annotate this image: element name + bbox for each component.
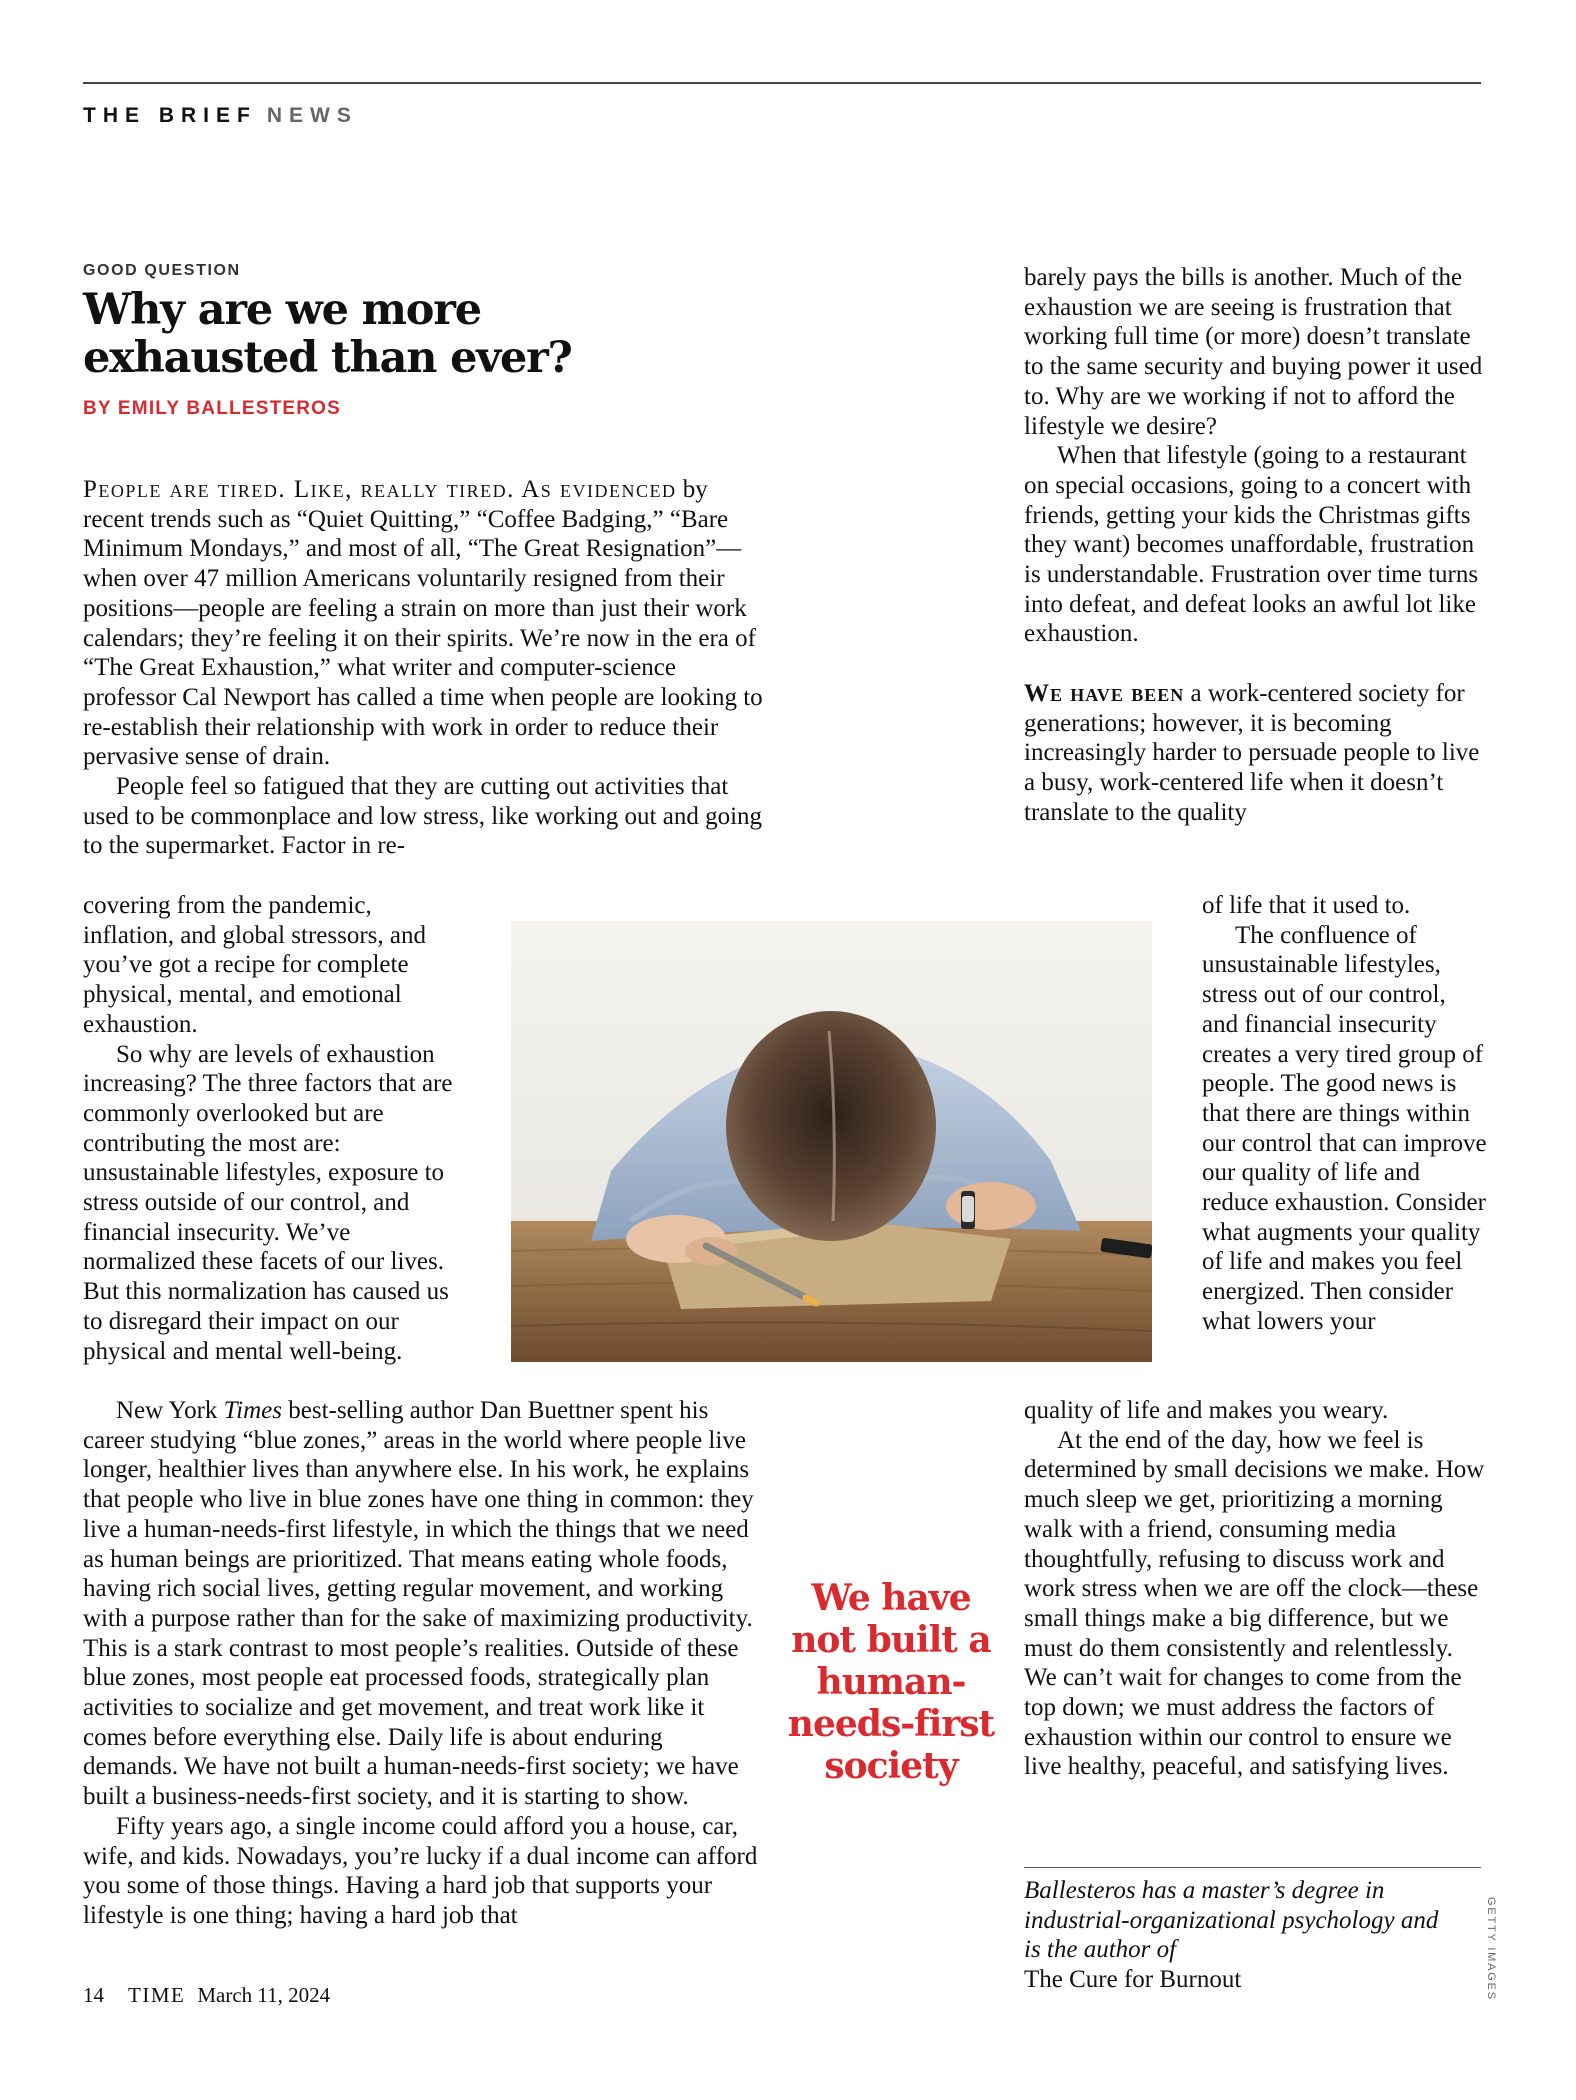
newspaper-title: Times (223, 1397, 283, 1424)
paragraph-2a: People feel so fatigued that they are cutting out activities that used to be commonplace and low stress, like working out and going to the supermarket. Factor in re- (83, 773, 763, 860)
top-rule (83, 82, 1481, 84)
article-column-left-bottom (83, 1396, 763, 1931)
magazine-name: TIME (128, 1983, 186, 2007)
article-column-left-top (83, 475, 763, 861)
bio-rule (1024, 1867, 1481, 1868)
article-column-right-bottom (1024, 1396, 1487, 1782)
book-title: The Cure for Burnout (1024, 1966, 1242, 1994)
photo-credit: GETTY IMAGES (1485, 1897, 1497, 2001)
page-footer (83, 1983, 330, 2008)
paragraph-3: So why are levels of exhaustion increasing? The three factors that are commonly overlooked but are contributing the most are: unsustainable lifestyles, exposure to stress outside of our control, and financial insecurity. We’ve normalized these facets of our lives. But this normalization has caused us to disregard their impact on our physical and mental well-being. (83, 1040, 453, 1365)
issue-date: March 11, 2024 (197, 1983, 331, 2007)
p4-post: best-selling author Dan Buettner spent his career studying “blue zones,” areas in the world where people live longer, healthier lives than anywhere else. In his work, he explains that people who live in blue zones have one thing in common: they live a human-needs-first lifestyle, in which the things that we need as human beings are prioritized. That means eating whole foods, having rich social lives, getting regular movement, and working with a purpose rather than for the sake of maximizing productivity. This is a stark contrast to most people’s realities. Outside of these blue zones, most people eat processed foods, strategically plan activities to socialize and get movement, and treat work like it comes before everything else. Daily life is about enduring demands. We have not built a human-needs-first society; we have built a business-needs-first society, and it is starting to show. (83, 1397, 754, 1811)
section-header (83, 104, 358, 128)
page-number: 14 (83, 1983, 104, 2007)
headline-line-2: exhausted than ever? (83, 333, 572, 383)
paragraph-1 (83, 475, 763, 772)
section-lead-in: We have been (1024, 679, 1185, 707)
paragraph-r2: When that lifestyle (going to a restaurant on special occasions, going to a concert with friends, getting your kids the Christmas gifts they want) becomes unaffordable, frustration is understandable. Frustration over time turns into defeat, and defeat looks an awful lot like exhaustion. (1024, 442, 1479, 648)
paragraph-4 (83, 1396, 763, 1812)
kicker: GOOD QUESTION (83, 262, 241, 279)
paragraph-r4a: The confluence of unsustainable lifestyles, stress out of our control, and financial insecurity creates a very tired group of people. The good news is that there are things within our control that can improve our quality of life and reduce exhaustion. Consider what augments your quality of life and makes you feel energized. Then consider what lowers your (1202, 921, 1487, 1335)
paragraph-r4b: quality of life and makes you weary. (1024, 1397, 1389, 1424)
paragraph-r3 (1024, 679, 1487, 828)
paragraph-1-text: by recent trends such as “Quiet Quitting,” “Coffee Badging,” “Bare Minimum Mondays,” and most of all, “The Great Resignation”—when over 47 million Americans voluntarily resigned from their positions—people are feeling a strain on more than just their work calendars; they’re feeling it on their spirits. We’re now in the era of “The Great Exhaustion,” what writer and computer-science professor Cal Newport has called a time when people are looking to re-establish their relationship with work in order to reduce their pervasive sense of drain. (83, 476, 763, 771)
paragraph-2b: covering from the pandemic, inflation, and global stressors, and you’ve got a recipe for complete physical, mental, and emotional exhaustion. (83, 892, 426, 1038)
article-column-right-top (1024, 263, 1487, 827)
author-bio (1024, 1876, 1444, 1995)
headline (83, 286, 643, 382)
paragraph-r5: At the end of the day, how we feel is determined by small decisions we make. How much sleep we get, prioritizing a morning walk with a friend, consuming media thoughtfully, refusing to discuss work and work stress when we are off the clock—these small things make a big difference, but we must do them consistently and relentlessly. We can’t wait for changes to come from the top down; we must address the factors of exhaustion within our control to ensure we live healthy, peaceful, and satisfying lives. (1024, 1426, 1485, 1781)
bio-text: Ballesteros has a master’s degree in industrial-organizational psychology and is the author of (1024, 1877, 1439, 1964)
tired-person-illustration (511, 921, 1152, 1362)
paragraph-r3-text: a work-centered society for generations; however, it is becoming increasingly harder to persuade people to live a busy, work-centered life when it doesn’t translate to the quality (1024, 679, 1480, 826)
paragraph-5: Fifty years ago, a single income could afford you a house, car, wife, and kids. Nowadays, you’re lucky if a dual income can afford you some of those things. Having a hard job that supports your lifestyle is one thing; having a hard job that (83, 1812, 758, 1929)
headline-line-1: Why are we more (83, 285, 481, 335)
article-photo (511, 921, 1152, 1362)
lead-in: People are tired. Like, really tired. As evidenced (83, 476, 677, 503)
byline: BY EMILY BALLESTEROS (83, 398, 342, 419)
paragraph-r3b: of life that it used to. (1202, 892, 1411, 919)
section-label: THE BRIEF (83, 104, 257, 127)
paragraph-r1: barely pays the bills is another. Much of the exhaustion we are seeing is frustration that working full time (or more) doesn’t translate to the same security and buying power it used to. Why are we working if not to afford the lifestyle we desire? (1024, 264, 1483, 440)
p4-pre: New York (116, 1397, 224, 1424)
article-column-right-narrow (1202, 891, 1487, 1337)
pull-quote: We have not built a human-needs-first society (787, 1577, 995, 1787)
article-column-left-narrow (83, 891, 455, 1366)
subsection-label: NEWS (266, 104, 358, 127)
